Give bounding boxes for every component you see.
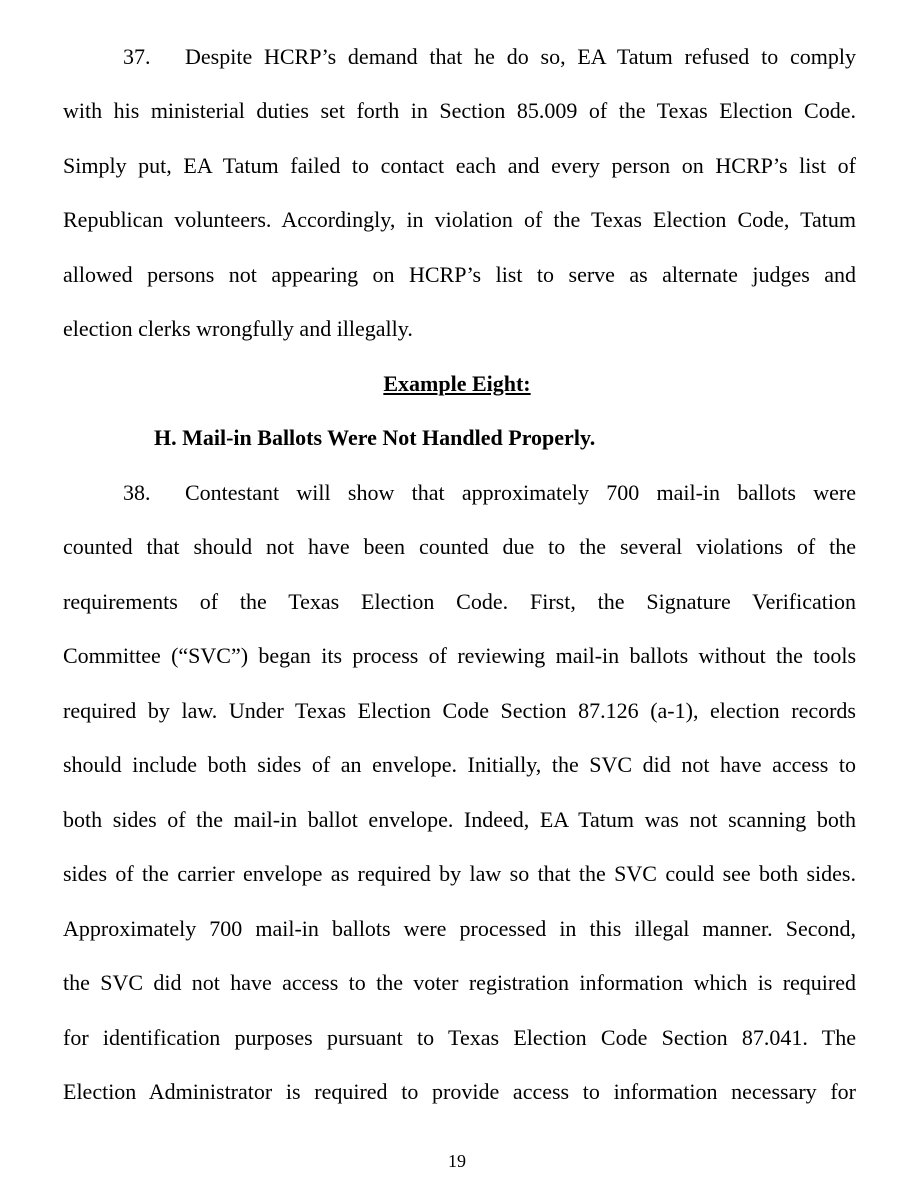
paragraph-38-line-3: requirements of the Texas Election Code. First, the Signature Verification [63, 589, 856, 614]
paragraph-38-line-1-text: Contestant will show that approximately 700 mail-in ballots were [185, 480, 856, 505]
paragraph-37-line-4: Republican volunteers. Accordingly, in violation of the Texas Election Code, Tatum [63, 207, 856, 232]
paragraph-38-line-5: required by law. Under Texas Election Code Section 87.126 (a-1), election records [63, 698, 856, 723]
paragraph-38-line-11: for identification purposes pursuant to Texas Election Code Section 87.041. The [63, 1025, 856, 1050]
paragraph-37-line-1-text: Despite HCRP’s demand that he do so, EA Tatum refused to comply [185, 44, 856, 69]
section-heading: Example Eight: [383, 371, 531, 396]
paragraph-38-line-9: Approximately 700 mail-in ballots were processed in this illegal manner. Second, [63, 916, 856, 941]
paragraph-38-line-10: the SVC did not have access to the voter registration information which is required [63, 970, 856, 995]
paragraph-38-line-12: Election Administrator is required to provide access to information necessary for [63, 1079, 856, 1104]
paragraph-37-line-6: election clerks wrongfully and illegally. [63, 316, 413, 341]
paragraph-38-line-6: should include both sides of an envelope. Initially, the SVC did not have access to [63, 752, 856, 777]
page-number: 19 [448, 1151, 466, 1171]
paragraph-38-line-4: Committee (“SVC”) began its process of reviewing mail-in ballots without the tools [63, 643, 856, 668]
paragraph-37-line-5: allowed persons not appearing on HCRP’s list to serve as alternate judges and [63, 262, 856, 287]
paragraph-37-line-3: Simply put, EA Tatum failed to contact each and every person on HCRP’s list of [63, 153, 856, 178]
paragraph-38-number: 38. [123, 480, 151, 505]
paragraph-38-line-8: sides of the carrier envelope as required by law so that the SVC could see both sides. [63, 861, 856, 886]
paragraph-38-line-2: counted that should not have been counted due to the several violations of the [63, 534, 856, 559]
paragraph-38-line-1 [123, 479, 856, 507]
paragraph-37-line-2: with his ministerial duties set forth in Section 85.009 of the Texas Election Code. [63, 98, 856, 123]
paragraph-38-line-7: both sides of the mail-in ballot envelope. Indeed, EA Tatum was not scanning both [63, 807, 856, 832]
paragraph-37-line-1 [123, 43, 856, 71]
subheading: H. Mail-in Ballots Were Not Handled Properly. [154, 425, 596, 450]
paragraph-37-number: 37. [123, 44, 151, 69]
